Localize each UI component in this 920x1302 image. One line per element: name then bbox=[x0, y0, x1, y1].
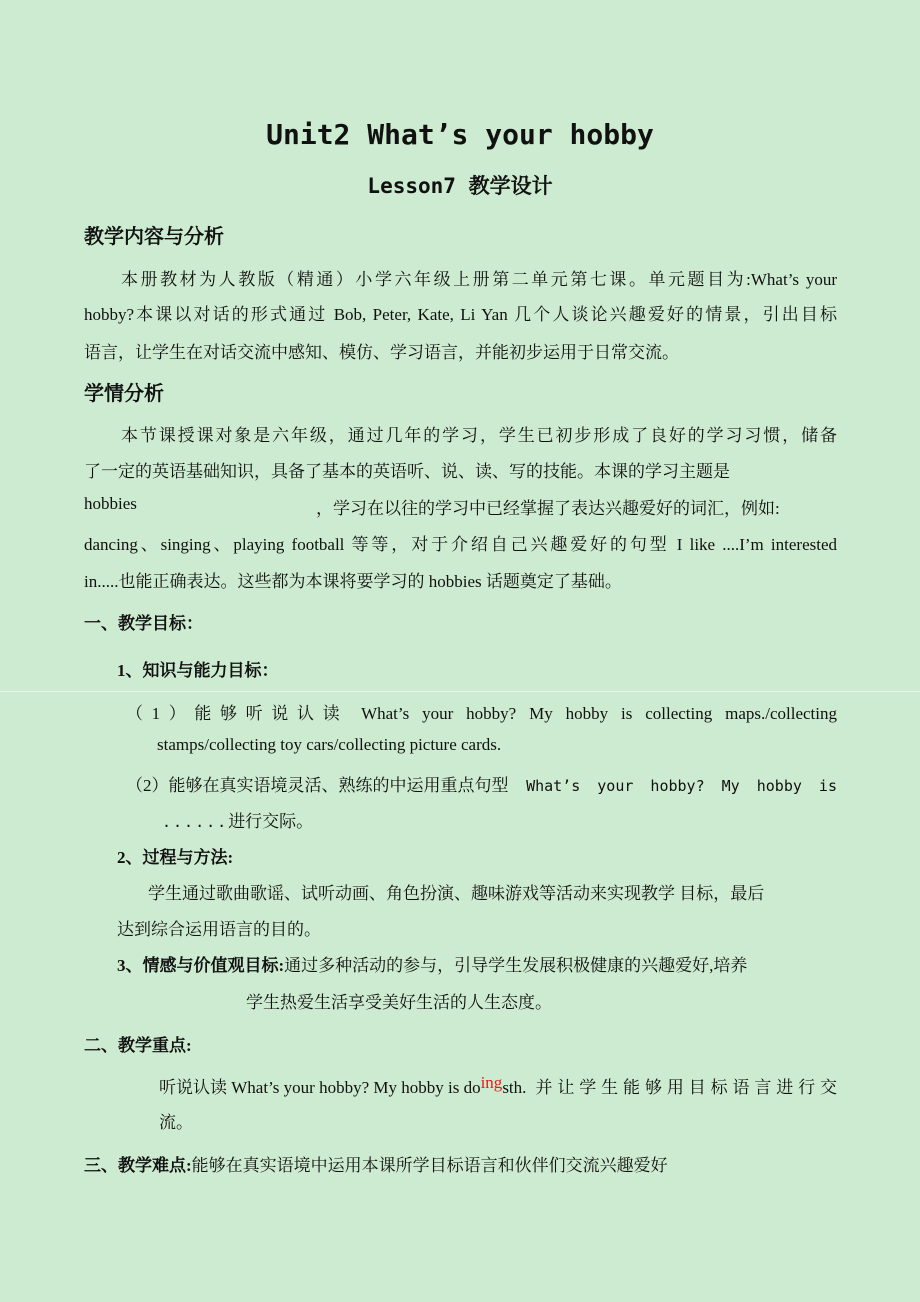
paragraph-line: hobby?本课以对话的形式通过 Bob, Peter, Kate, Li Yan 几个人谈论兴趣爱好的情景，引出目标 bbox=[84, 305, 837, 324]
emotion-objective bbox=[117, 951, 747, 976]
emotion-objective-text: 通过多种活动的参与，引导学生发展积极健康的兴趣爱好,培养 bbox=[284, 956, 748, 975]
key-points-line bbox=[159, 1073, 837, 1098]
divider bbox=[0, 691, 920, 692]
objective-item-1-cont: stamps/collecting toy cars/collecting picture cards. bbox=[157, 735, 502, 754]
difficulties-text: 能够在真实语境中运用本课所学目标语言和伙伴们交流兴趣爱好 bbox=[191, 1156, 668, 1175]
difficulties bbox=[84, 1151, 668, 1176]
paragraph-line: hobbies bbox=[84, 494, 137, 513]
section-heading-objectives: 一、教学目标： bbox=[84, 614, 203, 633]
objective-item-2-cont bbox=[162, 807, 313, 832]
subheading-knowledge-ability: 1、知识与能力目标： bbox=[117, 661, 279, 680]
key-points-text-a: 听说认读 What’s your hobby? My hobby is do bbox=[159, 1078, 481, 1097]
section-heading-content-analysis: 教学内容与分析 bbox=[84, 224, 224, 248]
objective-item-2 bbox=[126, 771, 837, 796]
document-title: Unit2 What’s your hobby bbox=[266, 118, 654, 151]
paragraph-line: 达到综合运用语言的目的。 bbox=[117, 920, 321, 939]
section-heading-key-points: 二、教学重点: bbox=[84, 1036, 192, 1055]
key-points-line-2: 流。 bbox=[159, 1113, 193, 1132]
paragraph-line: 学生热爱生活享受美好生活的人生态度。 bbox=[246, 993, 552, 1012]
document-subtitle: Lesson7 教学设计 bbox=[367, 174, 553, 198]
paragraph-line: 语言，让学生在对话交流中感知、模仿、学习语言，并能初步运用于日常交流。 bbox=[84, 343, 679, 362]
key-points-highlight: ing bbox=[480, 1073, 503, 1092]
paragraph-line: 了一定的英语基础知识，具备了基本的英语听、说、读、写的技能。本课的学习主题是 bbox=[84, 462, 730, 481]
objective-item-2-cn: （2）能够在真实语境灵活、熟练的中运用重点句型 bbox=[126, 776, 509, 795]
objective-item-2-cont-text: 进行交际。 bbox=[228, 812, 314, 831]
paragraph-line: in.....也能正确表达。这些都为本课将要学习的 hobbies 话题奠定了基础。 bbox=[84, 572, 622, 591]
subheading-emotion-values: 3、情感与价值观目标: bbox=[117, 956, 285, 975]
ellipsis: ...... bbox=[162, 813, 229, 831]
paragraph-line: dancing、singing、playing football 等等，对于介绍自己兴趣爱好的句型 I like ....I’m interested bbox=[84, 535, 837, 554]
objective-item-2-en: What’s your hobby? My hobby is bbox=[526, 777, 837, 795]
objective-item-1: （1）能够听说认读 What’s your hobby? My hobby is collecting maps./collecting bbox=[126, 704, 837, 723]
section-heading-difficulties: 三、教学难点: bbox=[84, 1156, 192, 1175]
paragraph-line: 学生通过歌曲歌谣、试听动画、角色扮演、趣味游戏等活动来实现教学 目标，最后 bbox=[148, 884, 765, 903]
paragraph-line: ，学习在以往的学习中已经掌握了表达兴趣爱好的词汇，例如: bbox=[316, 499, 780, 518]
key-points-text-b: sth. 并让学生能够用目标语言进行交 bbox=[502, 1078, 837, 1097]
paragraph-line: 本节课授课对象是六年级，通过几年的学习，学生已初步形成了良好的学习习惯，储备 bbox=[121, 426, 837, 445]
paragraph-line: 本册教材为人教版（精通）小学六年级上册第二单元第七课。单元题目为:What’s your bbox=[121, 270, 837, 289]
subheading-process-method: 2、过程与方法: bbox=[117, 848, 234, 867]
section-heading-learner-analysis: 学情分析 bbox=[84, 381, 164, 405]
